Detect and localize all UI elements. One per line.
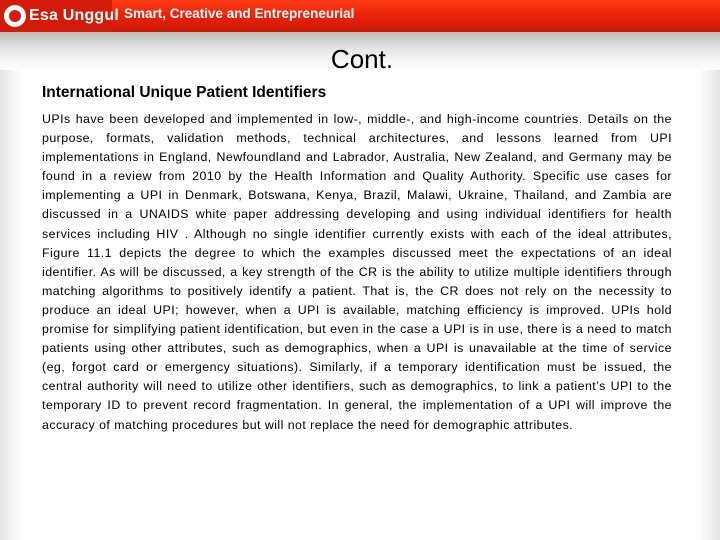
right-decoration (698, 70, 720, 540)
left-decoration (0, 70, 22, 540)
body-paragraph: UPIs have been developed and implemented in low-, middle-, and high-income countries. Details on the purpose, formats, validation methods, technical architectures, and lessons learned from UPI implementations in England, Newfoundland and Labrador, Australia, New Zealand, and Germany may be found in a review from 2010 by the Health Information and Quality Authority. Specific use cases for implementing a UPI in Denmark, Botswana, Kenya, Brazil, Malawi, Ukraine, Thailand, and Zambia are discussed in a UNAIDS white paper addressing developing and using individual identifiers for health services including HIV . Although no single identifier currently exists with each of the ideal attributes, Figure 11.1 depicts the degree to which the examples discussed meet the expectations of an ideal identifier. As will be discussed, a key strength of the CR is the ability to utilize multiple identifiers through matching algorithms to positively identify a patient. That is, the CR does not rely on the necessity to produce an ideal UPI; however, when a UPI is available, matching efficiency is improved. UPIs hold promise for simplifying patient identification, but even in the case a UPI is in use, there is a need to match patients using other attributes, such as demographics, when a UPI is unavailable at the time of service (eg, forgot card or emergency situations). Similarly, if a temporary identification must be issued, the central authority will need to utilize other identifiers, such as demographics, to link a patient’s UPI to the temporary ID to prevent record fragmentation. In general, the implementation of a UPI will improve the accuracy of matching procedures but will not replace the need for demographic attributes. (42, 112, 672, 432)
header-bar (0, 0, 720, 32)
logo-text: Esa Unggul (29, 7, 120, 24)
tagline: Smart, Creative and Entrepreneurial (124, 6, 355, 21)
slide-title: Cont. (330, 44, 394, 74)
university-logo-icon (4, 5, 26, 27)
section-heading: International Unique Patient Identifiers (42, 84, 327, 101)
logo (0, 0, 120, 32)
